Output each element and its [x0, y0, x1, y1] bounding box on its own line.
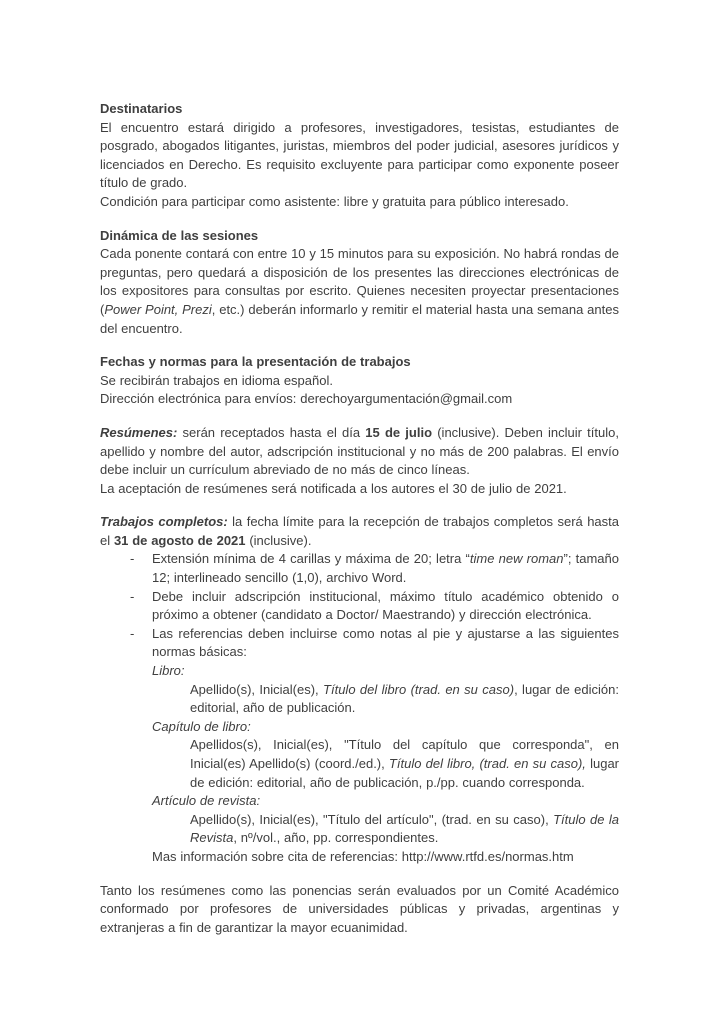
paragraph [100, 372, 619, 391]
text-segment: La aceptación de resúmenes será notificada a los autores el 30 de julio de 2021. [100, 480, 567, 496]
text-segment: la fecha límite para la recepción de trabajos completos será hasta el [100, 514, 619, 548]
paragraph [100, 480, 619, 499]
text-segment: Tanto los resúmenes como las ponencias serán evaluados por un Comité Académico conformado por profesores de universidades públicas y privadas, argentinas y extranjeras a fin de garantizar la mayor ecuanimidad. [100, 882, 619, 935]
text-segment: Fechas y normas para la presentación de trabajos [100, 354, 411, 370]
reference-citation [100, 681, 619, 718]
paragraph-resumenes [100, 424, 619, 480]
reference-citation [100, 811, 619, 848]
reference-type-label-articulo [100, 792, 619, 811]
text-segment: Se recibirán trabajos en idioma español. [100, 372, 333, 388]
reference-type-label-libro [100, 662, 619, 681]
text-segment: Artículo de revista: [152, 793, 261, 809]
text-segment: serán receptados hasta el día [177, 424, 366, 440]
text-segment: El encuentro estará dirigido a profesores, investigadores, tesistas, estudiantes de posgrado, abogados litigantes, juristas, miembros del poder judicial, asesores jurídicos y licenciados en Derecho. Es requisito excluyente para participar como exponente poseer título de grado. [100, 119, 619, 191]
section-heading-fechas-normas [100, 353, 619, 372]
text-segment: , nº/vol., año, pp. correspondientes. [233, 830, 439, 846]
email-address: derechoyargumentación@gmail.com [300, 391, 513, 407]
text-segment: Capítulo de libro: [152, 718, 251, 734]
paragraph [100, 193, 619, 212]
closing-paragraph [100, 882, 619, 938]
text-segment: Título del libro, (trad. en su caso), [388, 756, 586, 771]
reference-type-label-capitulo [100, 718, 619, 737]
paragraph [100, 119, 619, 193]
reference-citation [100, 736, 619, 792]
paragraph [100, 245, 619, 338]
text-segment: Cada ponente contará con entre 10 y 15 minutos para su exposición. No habrá rondas de preguntas, pero quedará a disposición de los presentes las direcciones electrónicas de los expositores para consultas por escrito. Quienes necesiten proyectar presentaciones ( [100, 246, 620, 317]
bullet-item [100, 588, 619, 625]
section-heading-dinamica [100, 227, 619, 246]
text-segment: Condición para participar como asistente: libre y gratuita para público interesado. [100, 193, 569, 209]
text-segment: Trabajos completos: [100, 514, 228, 530]
paragraph [100, 390, 619, 409]
bullet-item [100, 625, 619, 662]
text-segment: Apellido(s), Inicial(es), [190, 681, 324, 697]
text-segment: Las referencias deben incluirse como notas al pie y ajustarse a las siguientes normas básicas: [152, 625, 619, 660]
text-segment: Resúmenes: [100, 424, 178, 440]
bullet-marker: - [130, 551, 135, 567]
text-segment: Debe incluir adscripción institucional, máximo título académico obtenido o próximo a obtener (candidato a Doctor/ Maestrando) y dirección electrónica. [152, 588, 619, 623]
text-segment: Libro: [152, 663, 185, 679]
text-segment: 15 de julio [365, 424, 433, 440]
text-segment: , etc.) deberán informarlo y remitir el material hasta una semana antes del encuentro. [100, 301, 619, 336]
text-segment: Título de la Revista [190, 811, 619, 846]
text-segment: Power Point, Prezi [104, 301, 212, 317]
bullet-marker: - [130, 625, 135, 641]
bullet-item [100, 550, 619, 587]
reference-note [100, 848, 619, 867]
text-segment: Apellido(s), Inicial(es), "Título del artículo", (trad. en su caso), [190, 811, 554, 827]
reference-url: http://www.rtfd.es/normas.htm [401, 848, 574, 864]
text-segment: Extensión mínima de 4 carillas y máxima de 20; letra “ [152, 551, 470, 567]
paragraph-trabajos-completos [100, 513, 619, 550]
text-segment: time new roman [469, 551, 564, 567]
text-segment: 31 de agosto de 2021 [113, 532, 246, 548]
text-segment: lugar de edición: editorial, año de publicación, p./pp. cuando corresponda. [190, 756, 619, 790]
text-segment: Destinatarios [100, 101, 183, 116]
text-segment: Dirección electrónica para envíos: [100, 391, 301, 407]
text-segment: ”; tamaño 12; interlineado sencillo (1,0), archivo Word. [152, 551, 619, 586]
text-segment: , lugar de edición: editorial, año de publicación. [190, 681, 619, 716]
text-segment: Dinámica de las sesiones [100, 227, 259, 243]
section-heading-destinatarios [100, 100, 619, 119]
text-segment: Mas información sobre cita de referencias: [152, 848, 402, 864]
text-segment: Título del libro (trad. en su caso) [323, 681, 515, 697]
text-segment: Apellidos(s), Inicial(es), "Título del capítulo que corresponda", en Inicial(es) Apellido(s) (coord./ed.), [190, 737, 619, 771]
text-segment: (inclusive). Deben incluir título, apellido y nombre del autor, adscripción institucional y no más de 200 palabras. El envío debe incluir un currículum abreviado de no más de cinco líneas. [100, 424, 619, 478]
document-body [100, 100, 619, 937]
bullet-marker: - [130, 588, 135, 604]
text-segment: (inclusive). [245, 532, 312, 548]
